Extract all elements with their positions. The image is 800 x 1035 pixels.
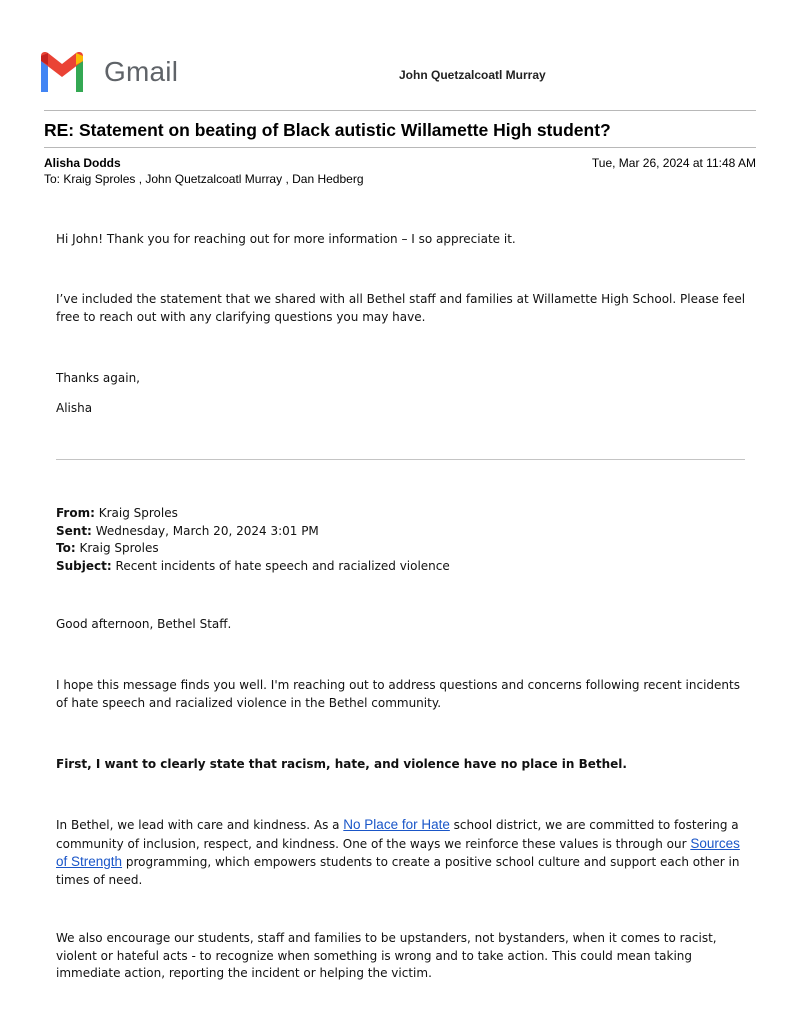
- gmail-header: [38, 52, 756, 96]
- divider: [44, 147, 756, 148]
- forwarded-paragraph-1: I hope this message finds you well. I'm reaching out to address questions and concerns following recent incidents of hate speech and racialized violence in the Bethel community.: [56, 678, 740, 710]
- reply-signature: Alisha: [56, 401, 93, 415]
- para3-text-1: In Bethel, we lead with care and kindness. As a: [56, 818, 344, 832]
- email-subject: RE: Statement on beating of Black autistic Willamette High student?: [44, 120, 611, 140]
- forwarded-sent: [56, 523, 746, 541]
- para3-text-3: programming, which empowers students to create a positive school culture and support each other in times of need.: [56, 855, 740, 887]
- no-place-for-hate-link[interactable]: No Place for Hate: [343, 817, 450, 832]
- forwarded-header: [56, 505, 746, 575]
- forwarded-greeting: Good afternoon, Bethel Staff.: [56, 617, 232, 631]
- sent-label: Sent:: [56, 523, 92, 538]
- forwarded-subject: [56, 558, 746, 576]
- forwarded-from: [56, 505, 746, 523]
- forwarded-paragraph-3: [56, 816, 746, 889]
- reply-closing: Thanks again,: [56, 371, 140, 385]
- forwarded-paragraph-4: We also encourage our students, staff and families to be upstanders, not bystanders, when it comes to racist, violent or hateful acts - to recognize when something is wrong and to take action. This could mean taking immediate action, reporting the incident or helping the victim.: [56, 931, 717, 980]
- reply-paragraph: I’ve included the statement that we shared with all Bethel staff and families at Willamette High School. Please feel free to reach out with any clarifying questions you may have.: [56, 292, 746, 324]
- quoted-divider: [56, 459, 745, 460]
- sources-of-strength-link[interactable]: Sources of Strength: [56, 835, 740, 869]
- sender-name: Alisha Dodds: [44, 156, 121, 170]
- subject-value: Recent incidents of hate speech and racialized violence: [115, 558, 450, 573]
- to-value: Kraig Sproles: [79, 541, 159, 555]
- email-date: Tue, Mar 26, 2024 at 11:48 AM: [591, 156, 756, 170]
- from-value: Kraig Sproles: [98, 506, 178, 520]
- recipients-line: To: Kraig Sproles , John Quetzalcoatl Murray , Dan Hedberg: [44, 172, 364, 186]
- from-label: From:: [56, 506, 95, 520]
- gmail-brand: Gmail: [104, 56, 179, 87]
- forwarded-to: [56, 540, 746, 558]
- forwarded-paragraph-bold: First, I want to clearly state that racism, hate, and violence have no place in Bethel.: [56, 757, 627, 771]
- to-label: To:: [56, 541, 76, 555]
- subject-label: Subject:: [56, 558, 112, 573]
- account-name: John Quetzalcoatl Murray: [399, 68, 546, 82]
- reply-greeting: Hi John! Thank you for reaching out for more information – I so appreciate it.: [56, 232, 516, 246]
- divider: [44, 110, 756, 111]
- sent-value: Wednesday, March 20, 2024 3:01 PM: [95, 523, 319, 538]
- para3-text-2: school district, we are committed to fostering a community of inclusion, respect, and kindness. One of the ways we reinforce these values is through our: [56, 818, 739, 851]
- gmail-logo-icon: [38, 52, 86, 92]
